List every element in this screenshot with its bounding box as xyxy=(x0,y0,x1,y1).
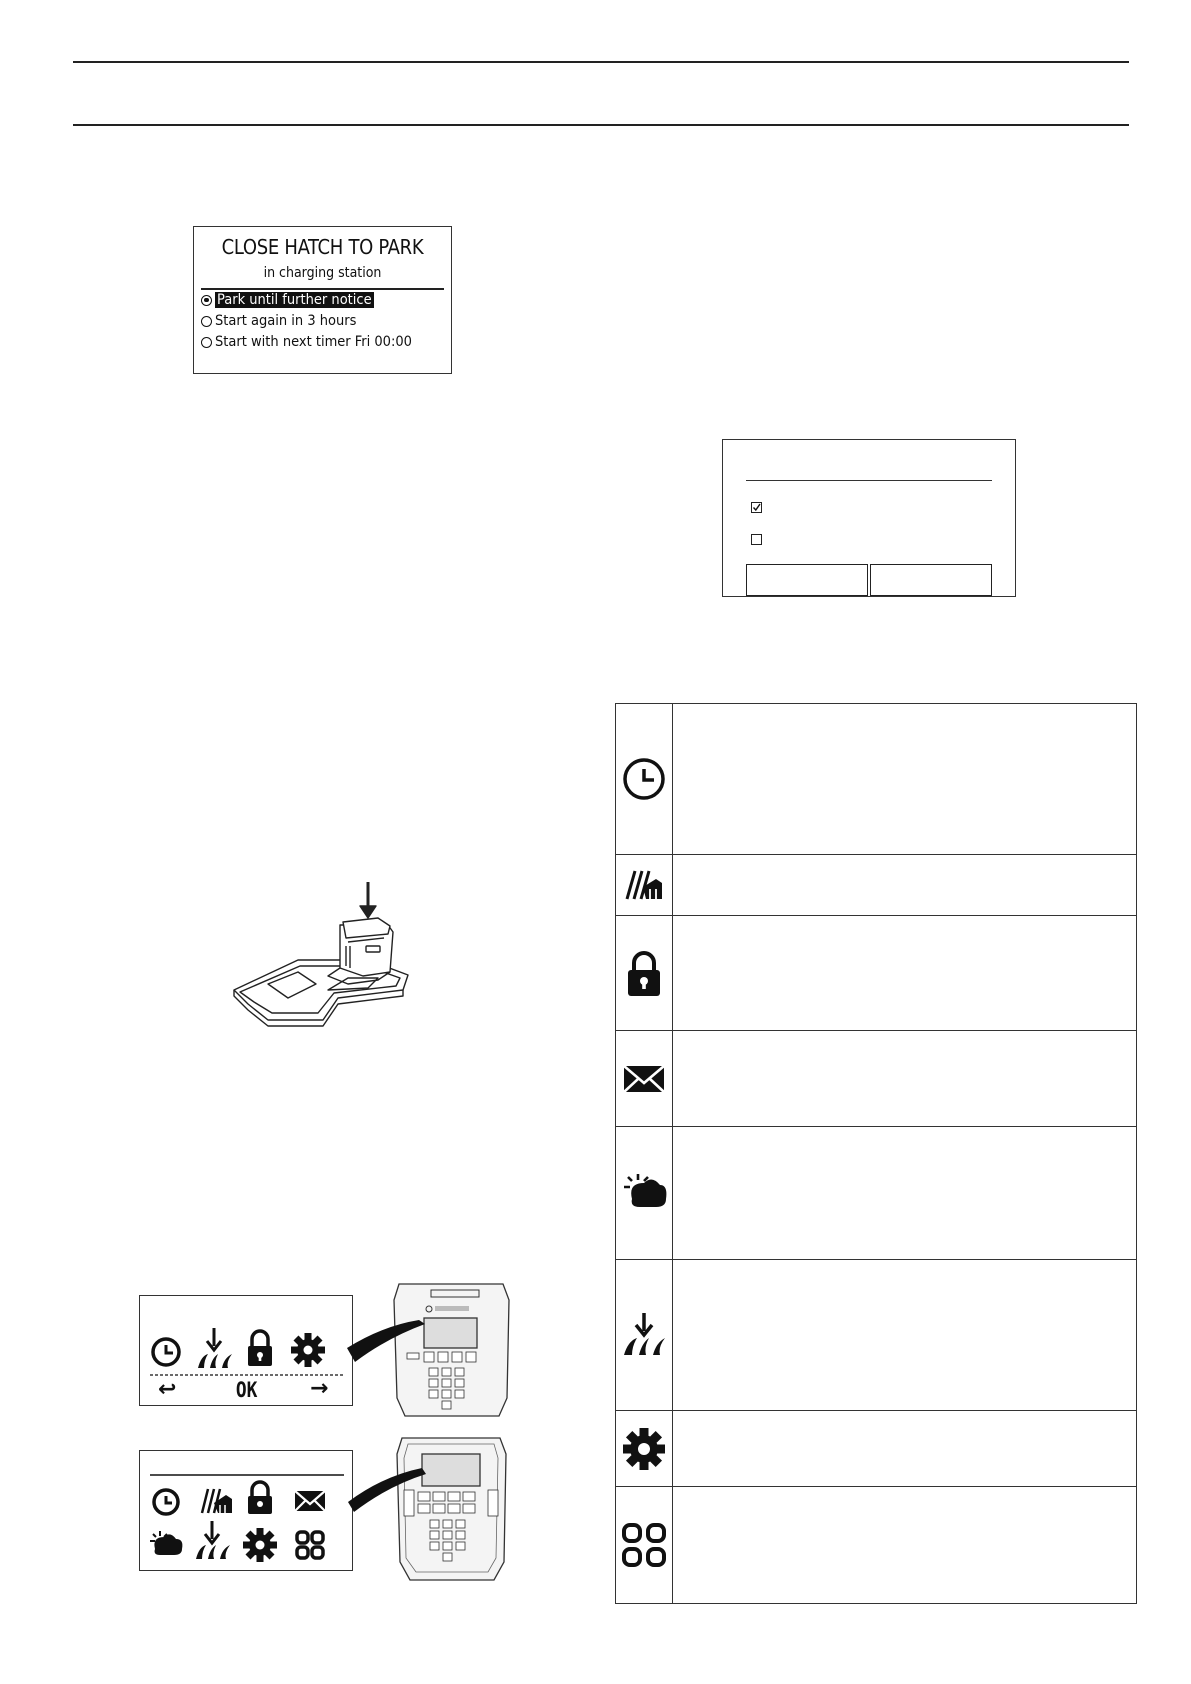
ok-label: OK xyxy=(235,1378,258,1402)
lock-icon xyxy=(626,950,662,996)
checkbox-checked[interactable] xyxy=(751,502,762,513)
hatch-display xyxy=(193,226,452,374)
description-cell xyxy=(673,1260,1137,1411)
divider xyxy=(201,288,444,290)
gear-icon xyxy=(291,1333,325,1367)
table-row xyxy=(616,1411,1137,1487)
installation-icon xyxy=(621,1312,667,1358)
pointer-swoosh xyxy=(347,1318,427,1368)
description-cell xyxy=(673,1031,1137,1127)
option-label: Park until further notice xyxy=(217,292,372,308)
description-cell xyxy=(673,1487,1137,1604)
hatch-display-subtitle: in charging station xyxy=(263,265,382,281)
table-row xyxy=(616,1031,1137,1127)
lawn-icon xyxy=(202,1489,232,1513)
divider xyxy=(746,480,992,481)
description-cell xyxy=(673,1411,1137,1487)
clock-icon xyxy=(622,757,666,801)
icon-cell xyxy=(616,1487,673,1604)
radio-icon xyxy=(201,337,212,348)
table-row xyxy=(616,1260,1137,1411)
icon-cell xyxy=(616,855,673,916)
park-option-radio[interactable] xyxy=(201,334,412,350)
hatch-display-title: CLOSE HATCH TO PARK xyxy=(221,235,424,259)
header-rule-bottom xyxy=(73,124,1129,126)
lawn-icon xyxy=(624,869,664,901)
description-cell xyxy=(673,704,1137,855)
installation-icon xyxy=(196,1521,230,1559)
dialog-button-right[interactable] xyxy=(870,564,992,596)
installation-icon xyxy=(198,1328,232,1368)
icon-cell xyxy=(616,1260,673,1411)
display-icons xyxy=(140,1451,354,1572)
charging-station-illustration xyxy=(228,880,418,1035)
forward-arrow-icon: → xyxy=(310,1376,329,1401)
description-cell xyxy=(673,855,1137,916)
option-label: Start with next timer Fri 00:00 xyxy=(215,334,412,350)
checkbox-unchecked[interactable] xyxy=(751,534,762,545)
weather-icon xyxy=(621,1172,667,1214)
description-cell xyxy=(673,916,1137,1031)
park-option-radio[interactable] xyxy=(201,313,356,329)
clock-icon xyxy=(154,1490,178,1514)
dialog-button-left[interactable] xyxy=(746,564,868,596)
icon-cell xyxy=(616,704,673,855)
gear-icon xyxy=(622,1427,666,1471)
radio-icon xyxy=(201,316,212,327)
icon-cell xyxy=(616,1411,673,1487)
envelope-icon xyxy=(623,1064,665,1094)
mower-display-small xyxy=(139,1295,353,1406)
checkmark-icon xyxy=(752,503,761,512)
table-row xyxy=(616,855,1137,916)
header-rule-top xyxy=(73,61,1129,63)
table-row xyxy=(616,1487,1137,1604)
clock-icon xyxy=(153,1339,179,1365)
accessories-icon xyxy=(297,1532,323,1558)
lock-icon xyxy=(248,1331,272,1366)
option-label: Start again in 3 hours xyxy=(215,313,357,329)
icon-cell xyxy=(616,1031,673,1127)
mower-display-large xyxy=(139,1450,353,1571)
gear-icon xyxy=(243,1528,277,1562)
table-row xyxy=(616,916,1137,1031)
table-row xyxy=(616,1127,1137,1260)
radio-selected-icon xyxy=(201,295,212,306)
weather-icon xyxy=(150,1531,182,1555)
table-row xyxy=(616,704,1137,855)
icon-cell xyxy=(616,1127,673,1260)
checkbox-dialog xyxy=(722,439,1016,597)
accessories-icon xyxy=(621,1522,667,1568)
back-arrow-icon: ↩ xyxy=(158,1377,177,1402)
park-option-radio[interactable] xyxy=(201,292,374,308)
envelope-icon xyxy=(295,1491,325,1511)
pointer-swoosh xyxy=(348,1466,428,1516)
icon-cell xyxy=(616,916,673,1031)
lock-icon xyxy=(248,1482,272,1514)
description-cell xyxy=(673,1127,1137,1260)
menu-icon-table xyxy=(615,703,1137,1604)
